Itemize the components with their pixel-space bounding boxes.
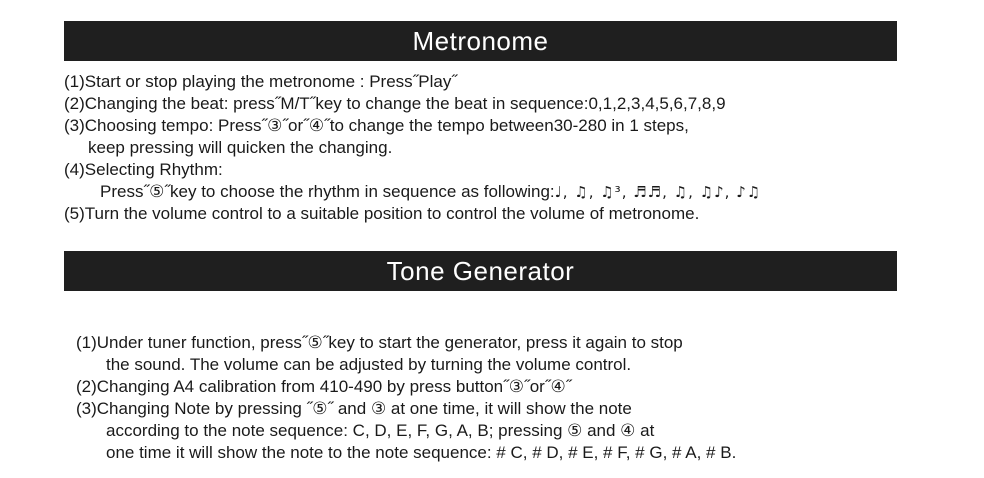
- tone-line-2: the sound. The volume can be adjusted by turning the volume control.: [106, 355, 632, 374]
- tone-line-1: (1)Under tuner function, press˝⑤˝key to start the generator, press it again to stop: [76, 333, 683, 352]
- metronome-line-2: (2)Changing the beat: press˝M/T˝key to change the beat in sequence:0,1,2,3,4,5,6,7,8,9: [64, 94, 726, 113]
- metronome-line-1: (1)Start or stop playing the metronome : Press˝Play˝: [64, 72, 458, 91]
- metronome-line-5: (4)Selecting Rhythm:: [64, 160, 223, 179]
- tone-line-6: one time it will show the note to the note sequence: # C, # D, # E, # F, # G, # A, # B.: [106, 443, 737, 462]
- metronome-line-3: (3)Choosing tempo: Press˝③˝or˝④˝to change the tempo between30-280 in 1 steps,: [64, 116, 689, 135]
- metronome-line-4: keep pressing will quicken the changing.: [88, 138, 393, 157]
- tone-line-3: (2)Changing A4 calibration from 410-490 by press button˝③˝or˝④˝: [76, 377, 572, 396]
- metronome-line-7: (5)Turn the volume control to a suitable position to control the volume of metronome.: [64, 204, 700, 223]
- tone-generator-heading: [64, 251, 897, 291]
- tone-generator-heading-text: Tone Generator: [386, 255, 575, 286]
- tone-line-4: (3)Changing Note by pressing ˝⑤˝ and ③ at one time, it will show the note: [76, 399, 632, 418]
- rhythm-instruction: Press˝⑤˝key to choose the rhythm in sequence as following:: [100, 182, 555, 201]
- tone-line-5: according to the note sequence: C, D, E, F, G, A, B; pressing ⑤ and ④ at: [106, 421, 655, 440]
- metronome-line-6: [100, 182, 761, 202]
- metronome-heading-text: Metronome: [412, 25, 549, 56]
- metronome-heading: [64, 21, 897, 61]
- rhythm-notes-icon: ♩, ♫, ♫³, ♬♬, ♫, ♫♪, ♪♫: [554, 183, 762, 201]
